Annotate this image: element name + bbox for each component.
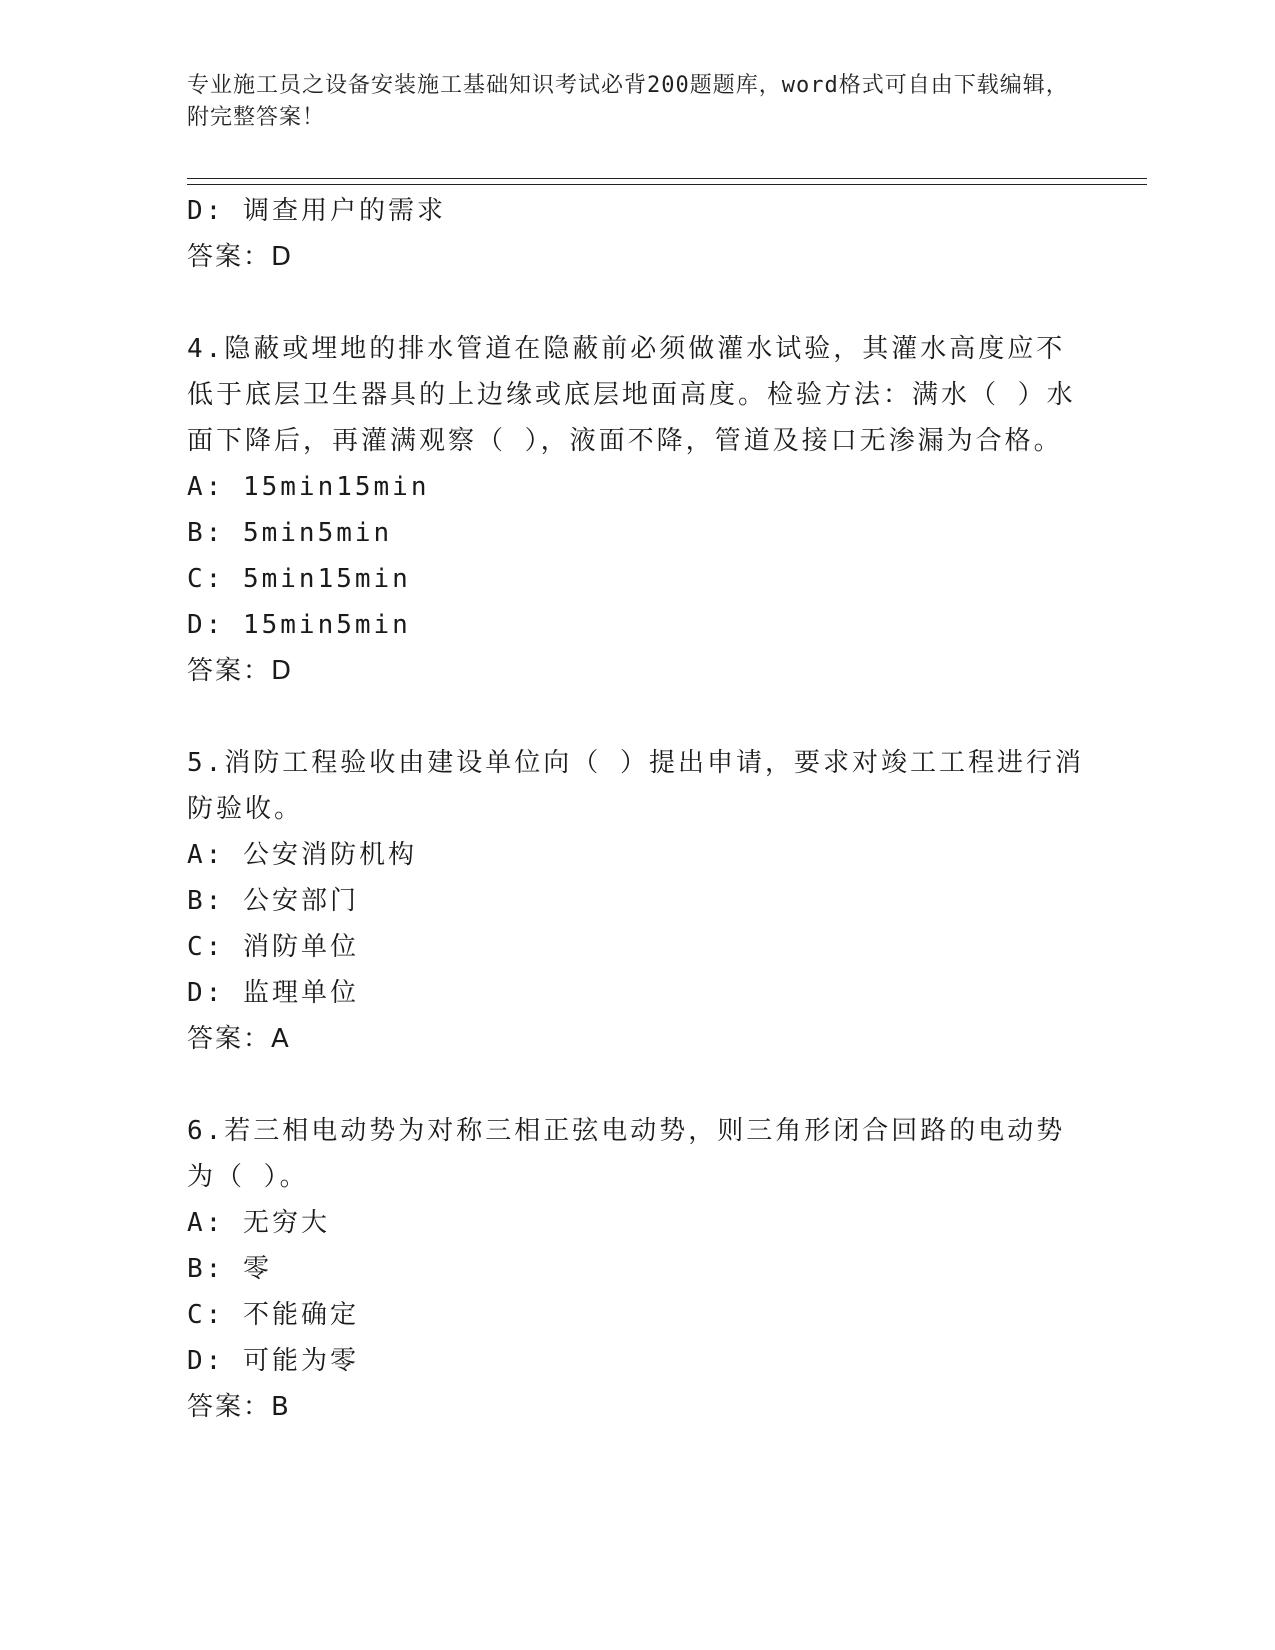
option-c: C: 消防单位 [187,932,359,962]
spacer [187,280,1087,326]
option-d: D: 可能为零 [187,1346,359,1376]
question-4 [187,326,1087,694]
header-divider-top [187,178,1147,179]
answer: 答案：B [187,1392,291,1422]
option-d: D: 15min5min [187,610,411,640]
question-text: 6.若三相电动势为对称三相正弦电动势，则三角形闭合回路的电动势为（ ）。 [187,1116,1066,1192]
document-header: 专业施工员之设备安装施工基础知识考试必背200题题库，word格式可自由下载编辑，附完整答案！ [187,73,1069,130]
question-text: 5.消防工程验收由建设单位向（ ）提出申请，要求对竣工工程进行消防验收。 [187,748,1084,824]
spacer [187,694,1087,740]
header-divider-bottom [187,184,1147,185]
question-6 [187,1108,1087,1430]
option-b: B: 公安部门 [187,886,359,916]
document-body [187,188,1087,1430]
question-5 [187,740,1087,1062]
option-d-continued: D: 调查用户的需求 [187,196,446,226]
option-c: C: 5min15min [187,564,411,594]
question-text: 4.隐蔽或埋地的排水管道在隐蔽前必须做灌水试验，其灌水高度应不低于底层卫生器具的上边缘或底层地面高度。检验方法：满水（ ）水面下降后，再灌满观察（ ），液面不降，管道及接口无渗漏为合格。 [187,334,1076,456]
option-d: D: 监理单位 [187,978,359,1008]
option-c: C: 不能确定 [187,1300,359,1330]
option-a: A: 15min15min [187,472,430,502]
spacer [187,1062,1087,1108]
option-b: B: 5min5min [187,518,393,548]
answer: 答案：D [187,656,294,686]
answer: 答案：A [187,1024,291,1054]
option-b: B: 零 [187,1254,272,1284]
option-a: A: 无穷大 [187,1208,330,1238]
answer-continued: 答案：D [187,242,294,272]
option-a: A: 公安消防机构 [187,840,417,870]
